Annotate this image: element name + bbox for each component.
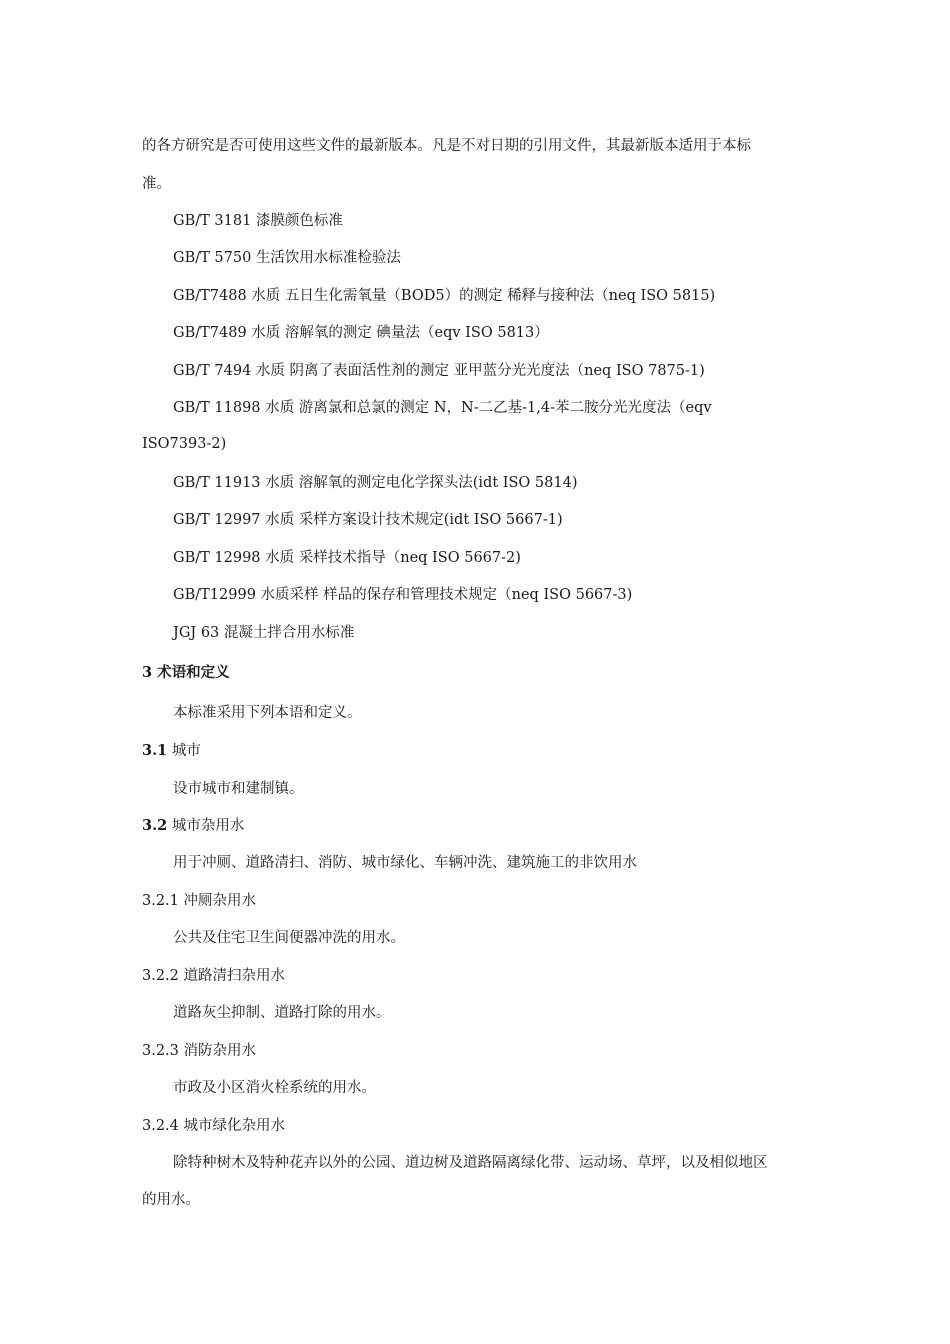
reference-item-continuation: ISO7393-2) bbox=[142, 436, 227, 452]
reference-item: GB/T 3181 漆膜颜色标准 bbox=[173, 213, 343, 229]
term-number: 3.2 bbox=[142, 817, 168, 834]
term-number: 3.2.3 bbox=[142, 1043, 179, 1059]
term-number: 3.2.1 bbox=[142, 893, 179, 909]
term-number: 3.2.4 bbox=[142, 1118, 179, 1134]
intro-line-1: 的各方研究是否可使用这些文件的最新版本。凡是不对日期的引用文件，其最新版本适用于本标 bbox=[142, 138, 751, 154]
reference-item: GB/T7489 水质 溶解氧的测定 碘量法（eqv ISO 5813） bbox=[173, 325, 549, 341]
reference-item: GB/T 11898 水质 游离氯和总氯的测定 N，N-二乙基-1,4-苯二胺分光光度法（eqv bbox=[173, 400, 712, 416]
term-title: 冲厕杂用水 bbox=[183, 893, 257, 909]
section-heading: 3 术语和定义 bbox=[142, 664, 230, 681]
term-definition: 除特种树木及特种花卉以外的公园、道边树及道路隔离绿化带、运动场、草坪，以及相似地区 bbox=[173, 1155, 768, 1171]
reference-item: JGJ 63 混凝土拌合用水标准 bbox=[173, 625, 355, 641]
term-definition: 用于冲厕、道路清扫、消防、城市绿化、车辆冲洗、建筑施工的非饮用水 bbox=[173, 855, 637, 871]
term-definition: 市政及小区消火栓系统的用水。 bbox=[173, 1080, 376, 1096]
reference-item: GB/T 12998 水质 采样技术指导（neq ISO 5667-2) bbox=[173, 550, 521, 566]
term-title: 城市杂用水 bbox=[171, 818, 245, 834]
reference-item: GB/T7488 水质 五日生化需氧量（BOD5）的测定 稀释与接种法（neq ISO 5815) bbox=[173, 288, 716, 304]
reference-item: GB/T12999 水质采样 样品的保存和管理技术规定（neq ISO 5667-3) bbox=[173, 587, 633, 603]
intro-line-2: 准。 bbox=[142, 176, 171, 192]
term-number: 3.1 bbox=[142, 742, 168, 759]
reference-item: GB/T 7494 水质 阴离了表面活性剂的测定 亚甲蓝分光光度法（neq ISO 7875-1) bbox=[173, 363, 705, 379]
term-definition-continuation: 的用水。 bbox=[142, 1192, 200, 1208]
term-definition: 设市城市和建制镇。 bbox=[173, 781, 304, 797]
reference-item: GB/T 5750 生活饮用水标准检验法 bbox=[173, 250, 401, 266]
term-heading-3-2 bbox=[142, 816, 244, 836]
section-intro: 本标准采用下列本语和定义。 bbox=[173, 705, 362, 721]
reference-item: GB/T 11913 水质 溶解氧的测定电化学探头法(idt ISO 5814) bbox=[173, 475, 578, 491]
term-title: 城市 bbox=[171, 743, 201, 759]
term-title: 城市绿化杂用水 bbox=[183, 1118, 286, 1134]
term-definition: 道路灰尘抑制、道路打除的用水。 bbox=[173, 1005, 391, 1021]
term-heading-3-2-3 bbox=[142, 1041, 256, 1061]
term-heading-3-2-2 bbox=[142, 966, 285, 986]
term-definition: 公共及住宅卫生间便器冲洗的用水。 bbox=[173, 930, 405, 946]
term-number: 3.2.2 bbox=[142, 968, 179, 984]
term-heading-3-2-4 bbox=[142, 1116, 285, 1136]
term-title: 道路清扫杂用水 bbox=[183, 968, 286, 984]
reference-item: GB/T 12997 水质 采样方案设计技术规定(idt ISO 5667-1) bbox=[173, 512, 563, 528]
term-heading-3-2-1 bbox=[142, 891, 256, 911]
term-heading-3-1 bbox=[142, 741, 201, 761]
term-title: 消防杂用水 bbox=[183, 1043, 257, 1059]
